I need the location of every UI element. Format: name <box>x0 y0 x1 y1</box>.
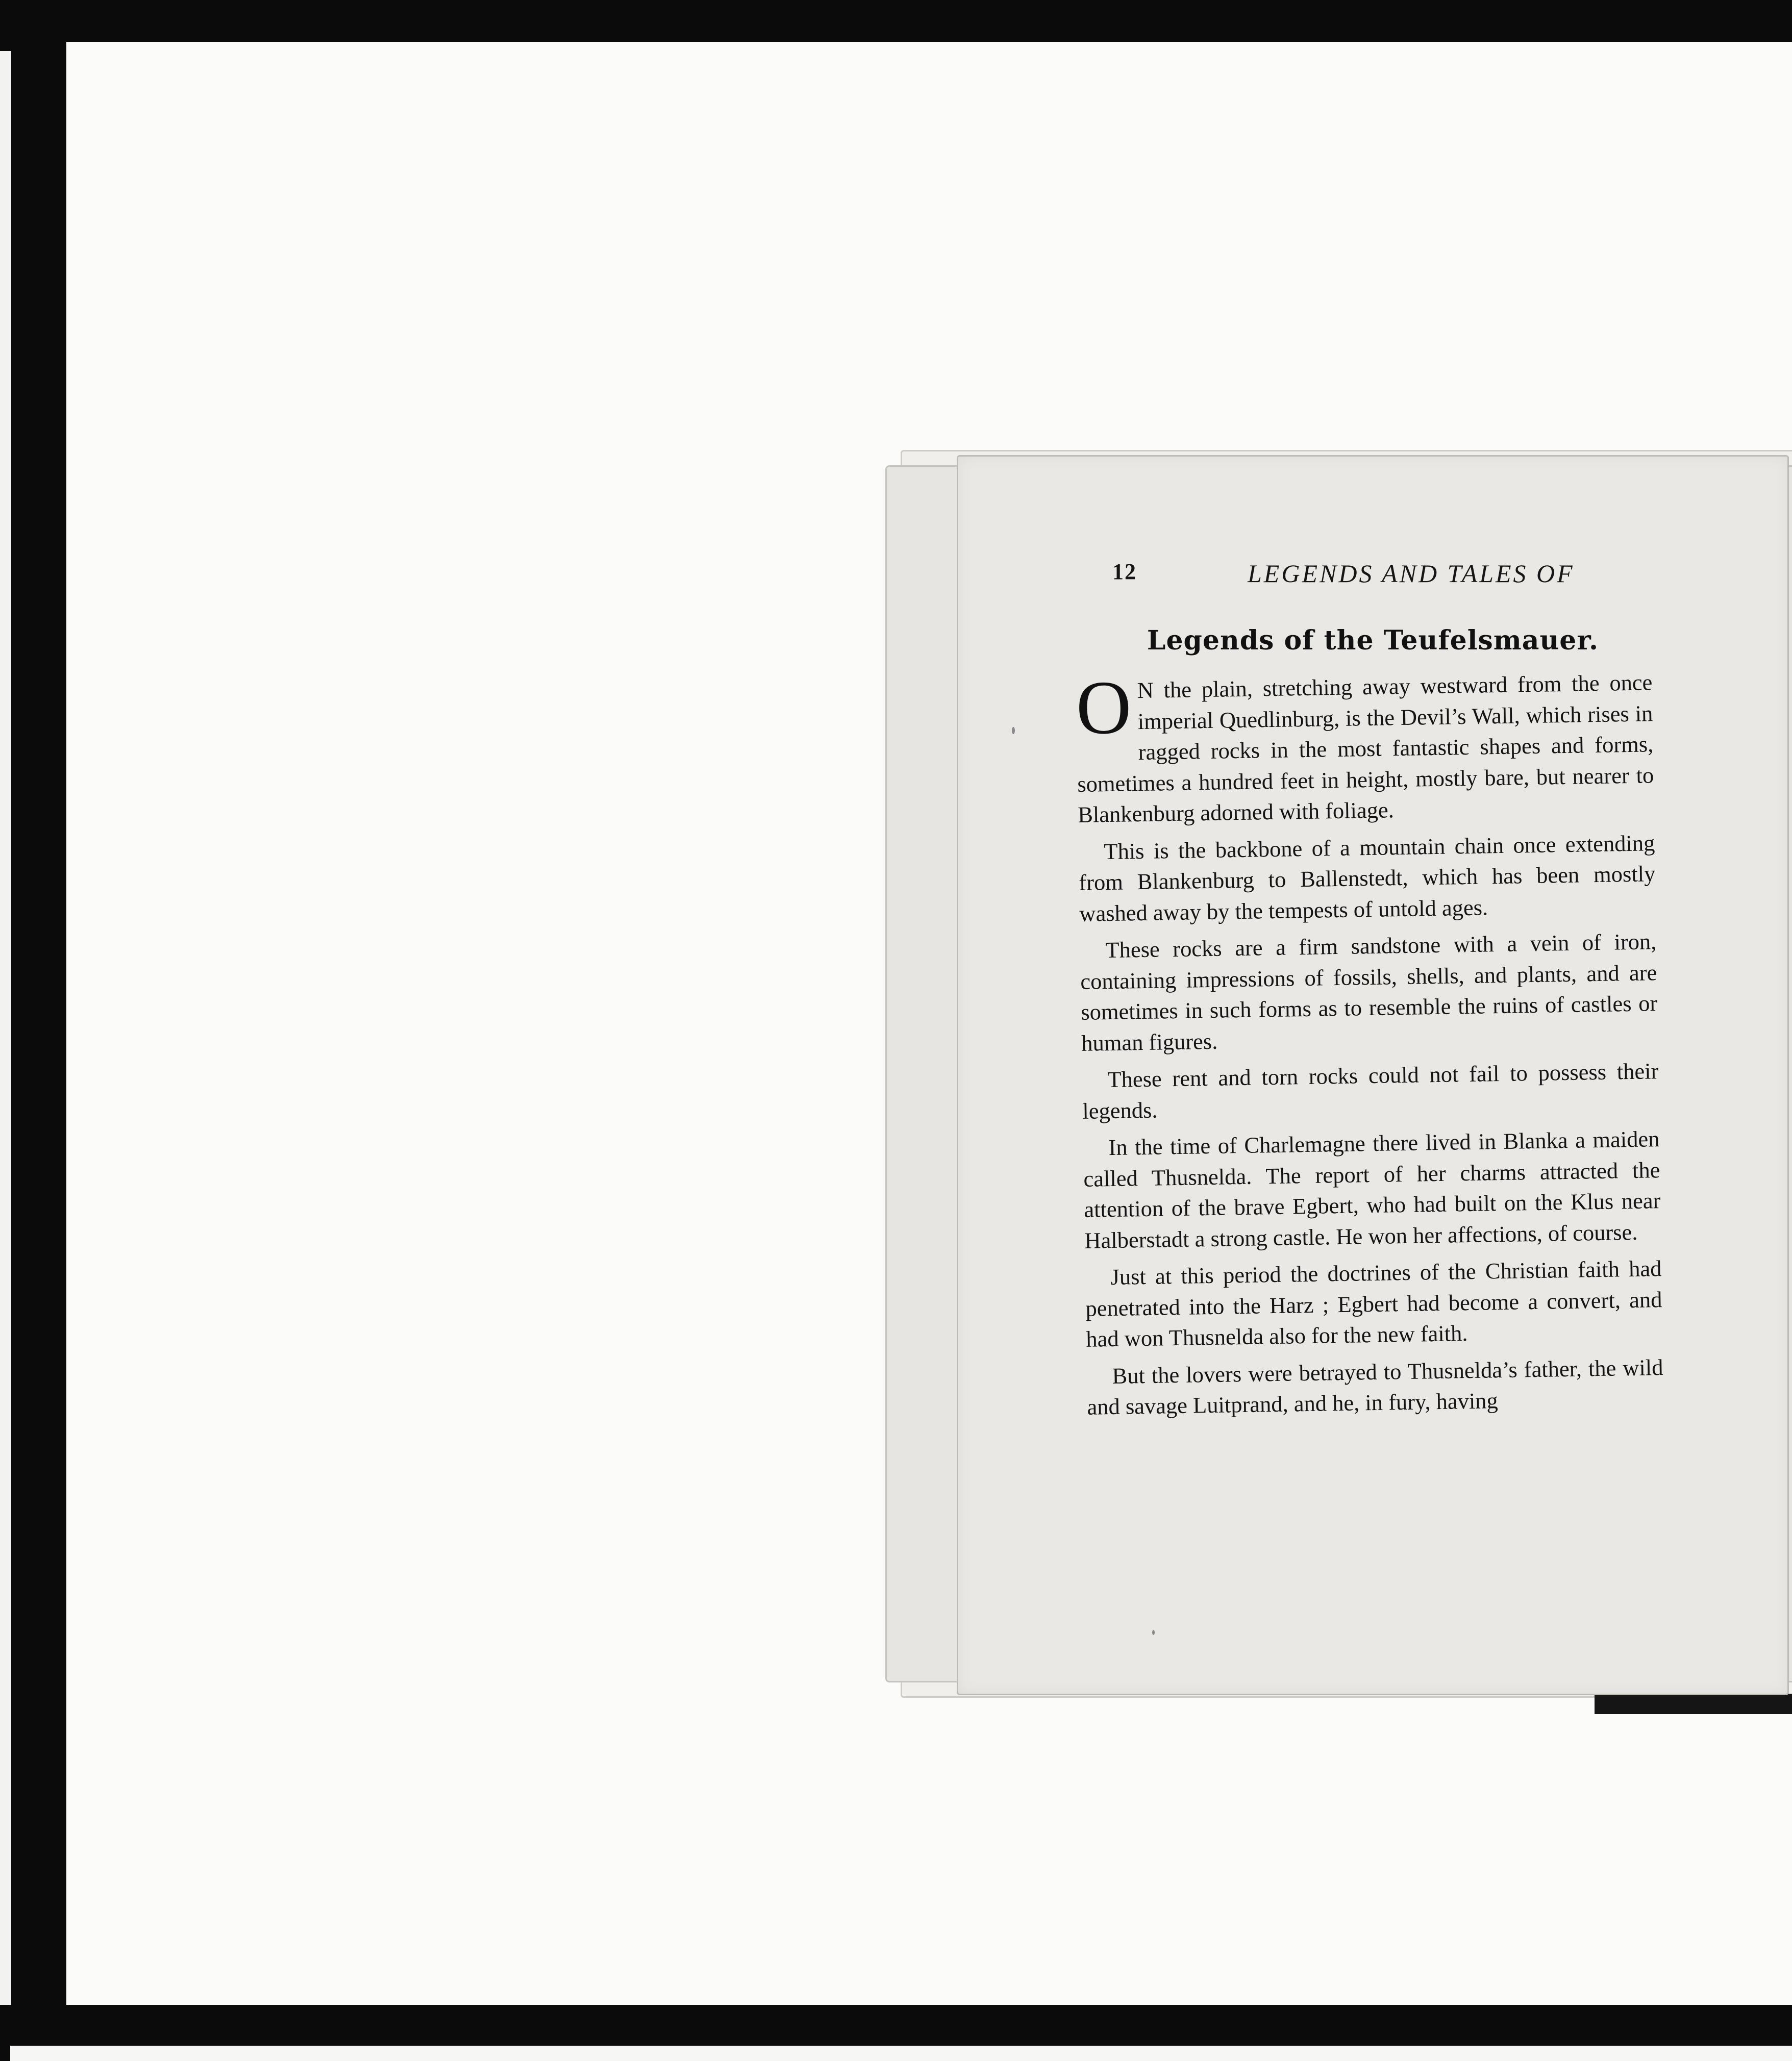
chapter-title: Legends of the Teufelsmauer. <box>1147 625 1599 656</box>
paragraph-5: In the time of Charlemagne there lived in Blanka a maiden called Thusnelda. The report of her charms attracted the attention of the brave Egbert, who had built on the Klus near Halberstadt a strong castle. He won her affections, of course. <box>1083 1126 1661 1253</box>
paragraph-2: This is the backbone of a mountain chain once extending from Blankenburg to Ballenstedt, which has been mostly washed away by the tempests of untold ages. <box>1078 830 1656 926</box>
scan-edge-strip-bottom <box>10 2046 1792 2061</box>
paragraph-4: These rent and torn rocks could not fail to possess their legends. <box>1082 1058 1659 1124</box>
body-text <box>1076 667 1664 1428</box>
paragraph-1 <box>1076 667 1655 830</box>
paragraph-7: But the lovers were betrayed to Thusnelda’s father, the wild and savage Luitprand, and he, in fury, having <box>1087 1354 1663 1420</box>
paragraph-3: These rocks are a firm sandstone with a vein of iron, containing impressions of fossils, shells, and plants, and are sometimes in such forms as to resemble the ruins of castles or human figures. <box>1080 928 1658 1056</box>
scan-speck <box>1012 727 1015 734</box>
scan-speck <box>1152 1630 1155 1635</box>
page-header <box>1112 559 1623 589</box>
page-number: 12 <box>1112 559 1137 584</box>
scan-border-top <box>0 0 1792 36</box>
running-title: LEGENDS AND TALES OF <box>1248 559 1575 588</box>
paragraph-text: N the plain, stretching away westward from the once imperial Quedlinburg, is the Devil’s Wall, which rises in ragged rocks in the most fantastic shapes and forms, sometimes a hundred feet in height, mostly bare, but nearer to Blankenburg adorned with foliage. <box>1077 669 1654 827</box>
drop-cap: O <box>1075 665 1132 750</box>
paragraph-6: Just at this period the doctrines of the Christian faith had penetrated into the Harz ; Egbert had become a convert, and had won Thusnelda also for the new faith. <box>1085 1255 1662 1352</box>
scan-background <box>66 42 1792 2005</box>
book-page <box>957 455 1789 1695</box>
scan-edge-strip <box>0 51 11 2010</box>
book-shadow <box>1595 1694 1792 1714</box>
